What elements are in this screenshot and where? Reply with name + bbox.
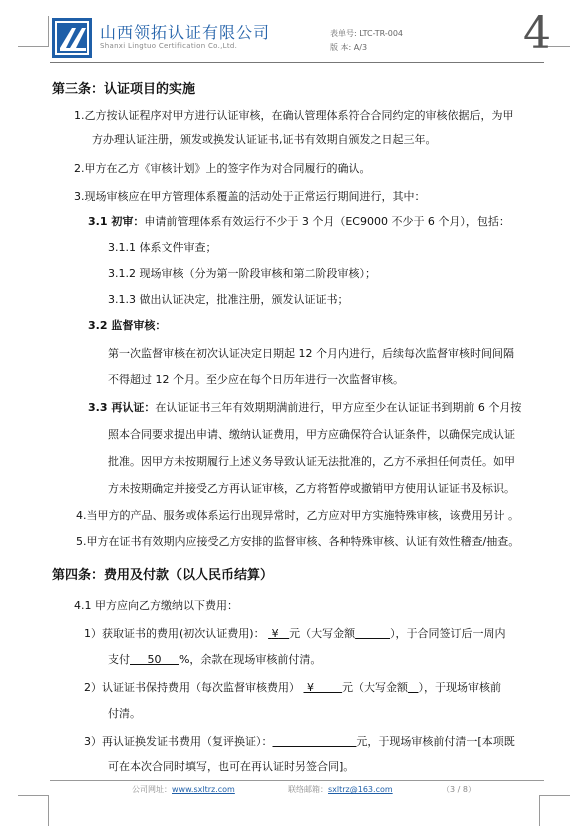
website-link[interactable]: www.sxltrz.com [172,785,235,794]
footer-website [132,784,235,795]
fee-1-label: 1）获取证书的费用(初次认证费用)： [84,627,265,640]
fee-2-capital-field[interactable] [408,681,419,694]
page-number-large: 4 [523,8,551,59]
clause-3-3: 3.现场审核应在甲方管理体系覆盖的活动处于正常运行期间进行，其中： [74,190,426,203]
section3-title: 第三条：认证项目的实施 [52,82,196,97]
surveillance-audit-label: 3.2 监督审核： [88,319,167,332]
email-label: 联络邮箱： [288,785,328,794]
fee-1-due-text: ），于合同签订后一周内 [390,627,506,640]
initial-audit-text: 申请前管理体系有效运行不少于 3 个月（EC9000 不少于 6 个月），包括： [144,215,510,228]
section4-title: 第四条：费用及付款（以人民币结算） [52,568,274,583]
fee-3-label: 3）再认证换发证书费用（复评换证）： [84,735,273,748]
form-number: 表单号: LTC-TR-004 [330,29,404,38]
fee-2-amount-field[interactable] [304,681,342,694]
clause-3-1-line1: 1.乙方按认证程序对甲方进行认证审核，在确认管理体系符合合同约定的审核依据后，为甲 [74,109,514,122]
clause-3-5: 5.甲方在证书有效期内应接受乙方安排的监督审核、各种特殊审核、认证有效性稽查/抽查。 [76,535,520,548]
email-link[interactable]: sxltrz@163.com [328,785,393,794]
clause-3-4: 4.当甲方的产品、服务或体系运行出现异常时，乙方应对甲方实施特殊审核，该费用另计 。 [76,509,519,522]
crop-mark-top-left [18,16,49,47]
fee-2-due-text: ），于现场审核前 [418,681,501,694]
clause-3-1-2: 3.1.2 现场审核（分为第一阶段审核和第二阶段审核）； [108,267,376,280]
clause-3-2: 2.甲方在乙方《审核计划》上的签字作为对合同履行的确认。 [74,162,371,175]
fee-1-amount-field[interactable] [268,627,289,640]
recertification-line3: 批准。因甲方未按期履行上述义务导致认证无法批准的，乙方不承担任何责任。如甲 [108,455,515,468]
fee-1-balance-text: %，余款在现场审核前付清。 [178,653,322,666]
fee-2-line2: 付清。 [108,707,141,720]
fee-2-currency: ¥ [307,681,314,694]
crop-mark-bottom-left [18,795,49,826]
fee-3-line1 [84,730,515,754]
header-divider [50,62,544,63]
fee-3-amount-field[interactable] [273,735,357,748]
fee-1-percent: 50 [147,653,162,666]
surveillance-audit-line2: 不得超过 12 个月。至少应在每个日历年进行一次监督审核。 [108,373,404,386]
company-logo [52,18,92,58]
recertification-text: 在认证证书三年有效期期满前进行，甲方应至少在认证证书到期前 6 个月按 [155,401,522,414]
footer-divider [50,780,544,781]
recertification-line4: 方未按期确定并接受乙方再认证审核，乙方将暂停或撤销甲方使用认证证书及标识。 [108,482,515,495]
clause-3-1-1: 3.1.1 体系文件审查； [108,241,217,254]
clause-4-1: 4.1 甲方应向乙方缴纳以下费用： [74,599,238,612]
website-label: 公司网址： [132,785,172,794]
footer-page-number: （3 / 8） [442,785,476,794]
footer-email [288,784,393,795]
initial-audit-label: 3.1 初审： [88,215,145,228]
fee-3-line2: 可在本次合同时填写，也可在再认证时另签合同]。 [108,760,355,773]
crop-mark-bottom-right [539,795,570,826]
company-name-en: Shanxi Lingtuo Certification Co.,Ltd. [100,42,238,50]
clause-3-3-1 [88,210,510,234]
clause-3-1-3: 3.1.3 做出认证决定，批准注册，颁发认证证书； [108,293,349,306]
recertification-line2: 照本合同要求提出申请、缴纳认证费用，甲方应确保符合认证条件，以确保完成认证 [108,428,515,441]
form-version: 版 本: A/3 [330,43,368,52]
recertification-label: 3.3 再认证： [88,401,156,414]
surveillance-audit-line1: 第一次监督审核在初次认证决定日期起 12 个月内进行，后续每次监督审核时间间隔 [108,347,514,360]
fee-1-line1 [84,622,506,646]
fee-1-percent-field[interactable] [130,653,179,666]
company-name-cn: 山西领拓认证有限公司 [100,23,271,42]
fee-2-capital-label: 元（大写金额 [341,681,408,694]
clause-3-1-line2: 方办理认证注册，颁发或换发认证证书,证书有效期自颁发之日起三年。 [92,133,437,146]
recertification-line1 [88,396,521,420]
fee-2-line1 [84,676,501,700]
fee-1-line2 [108,648,321,672]
fee-2-label: 2）认证证书保持费用（每次监督审核费用） [84,681,300,694]
fee-1-capital-field[interactable] [355,627,390,640]
logo-mark-icon [52,18,92,58]
fee-1-currency: ¥ [271,627,279,640]
fee-3-due-text: 元，于现场审核前付清一[本项既 [356,735,515,748]
fee-1-capital-label: 元（大写金额 [289,627,356,640]
fee-1-pay-label: 支付 [108,653,130,666]
